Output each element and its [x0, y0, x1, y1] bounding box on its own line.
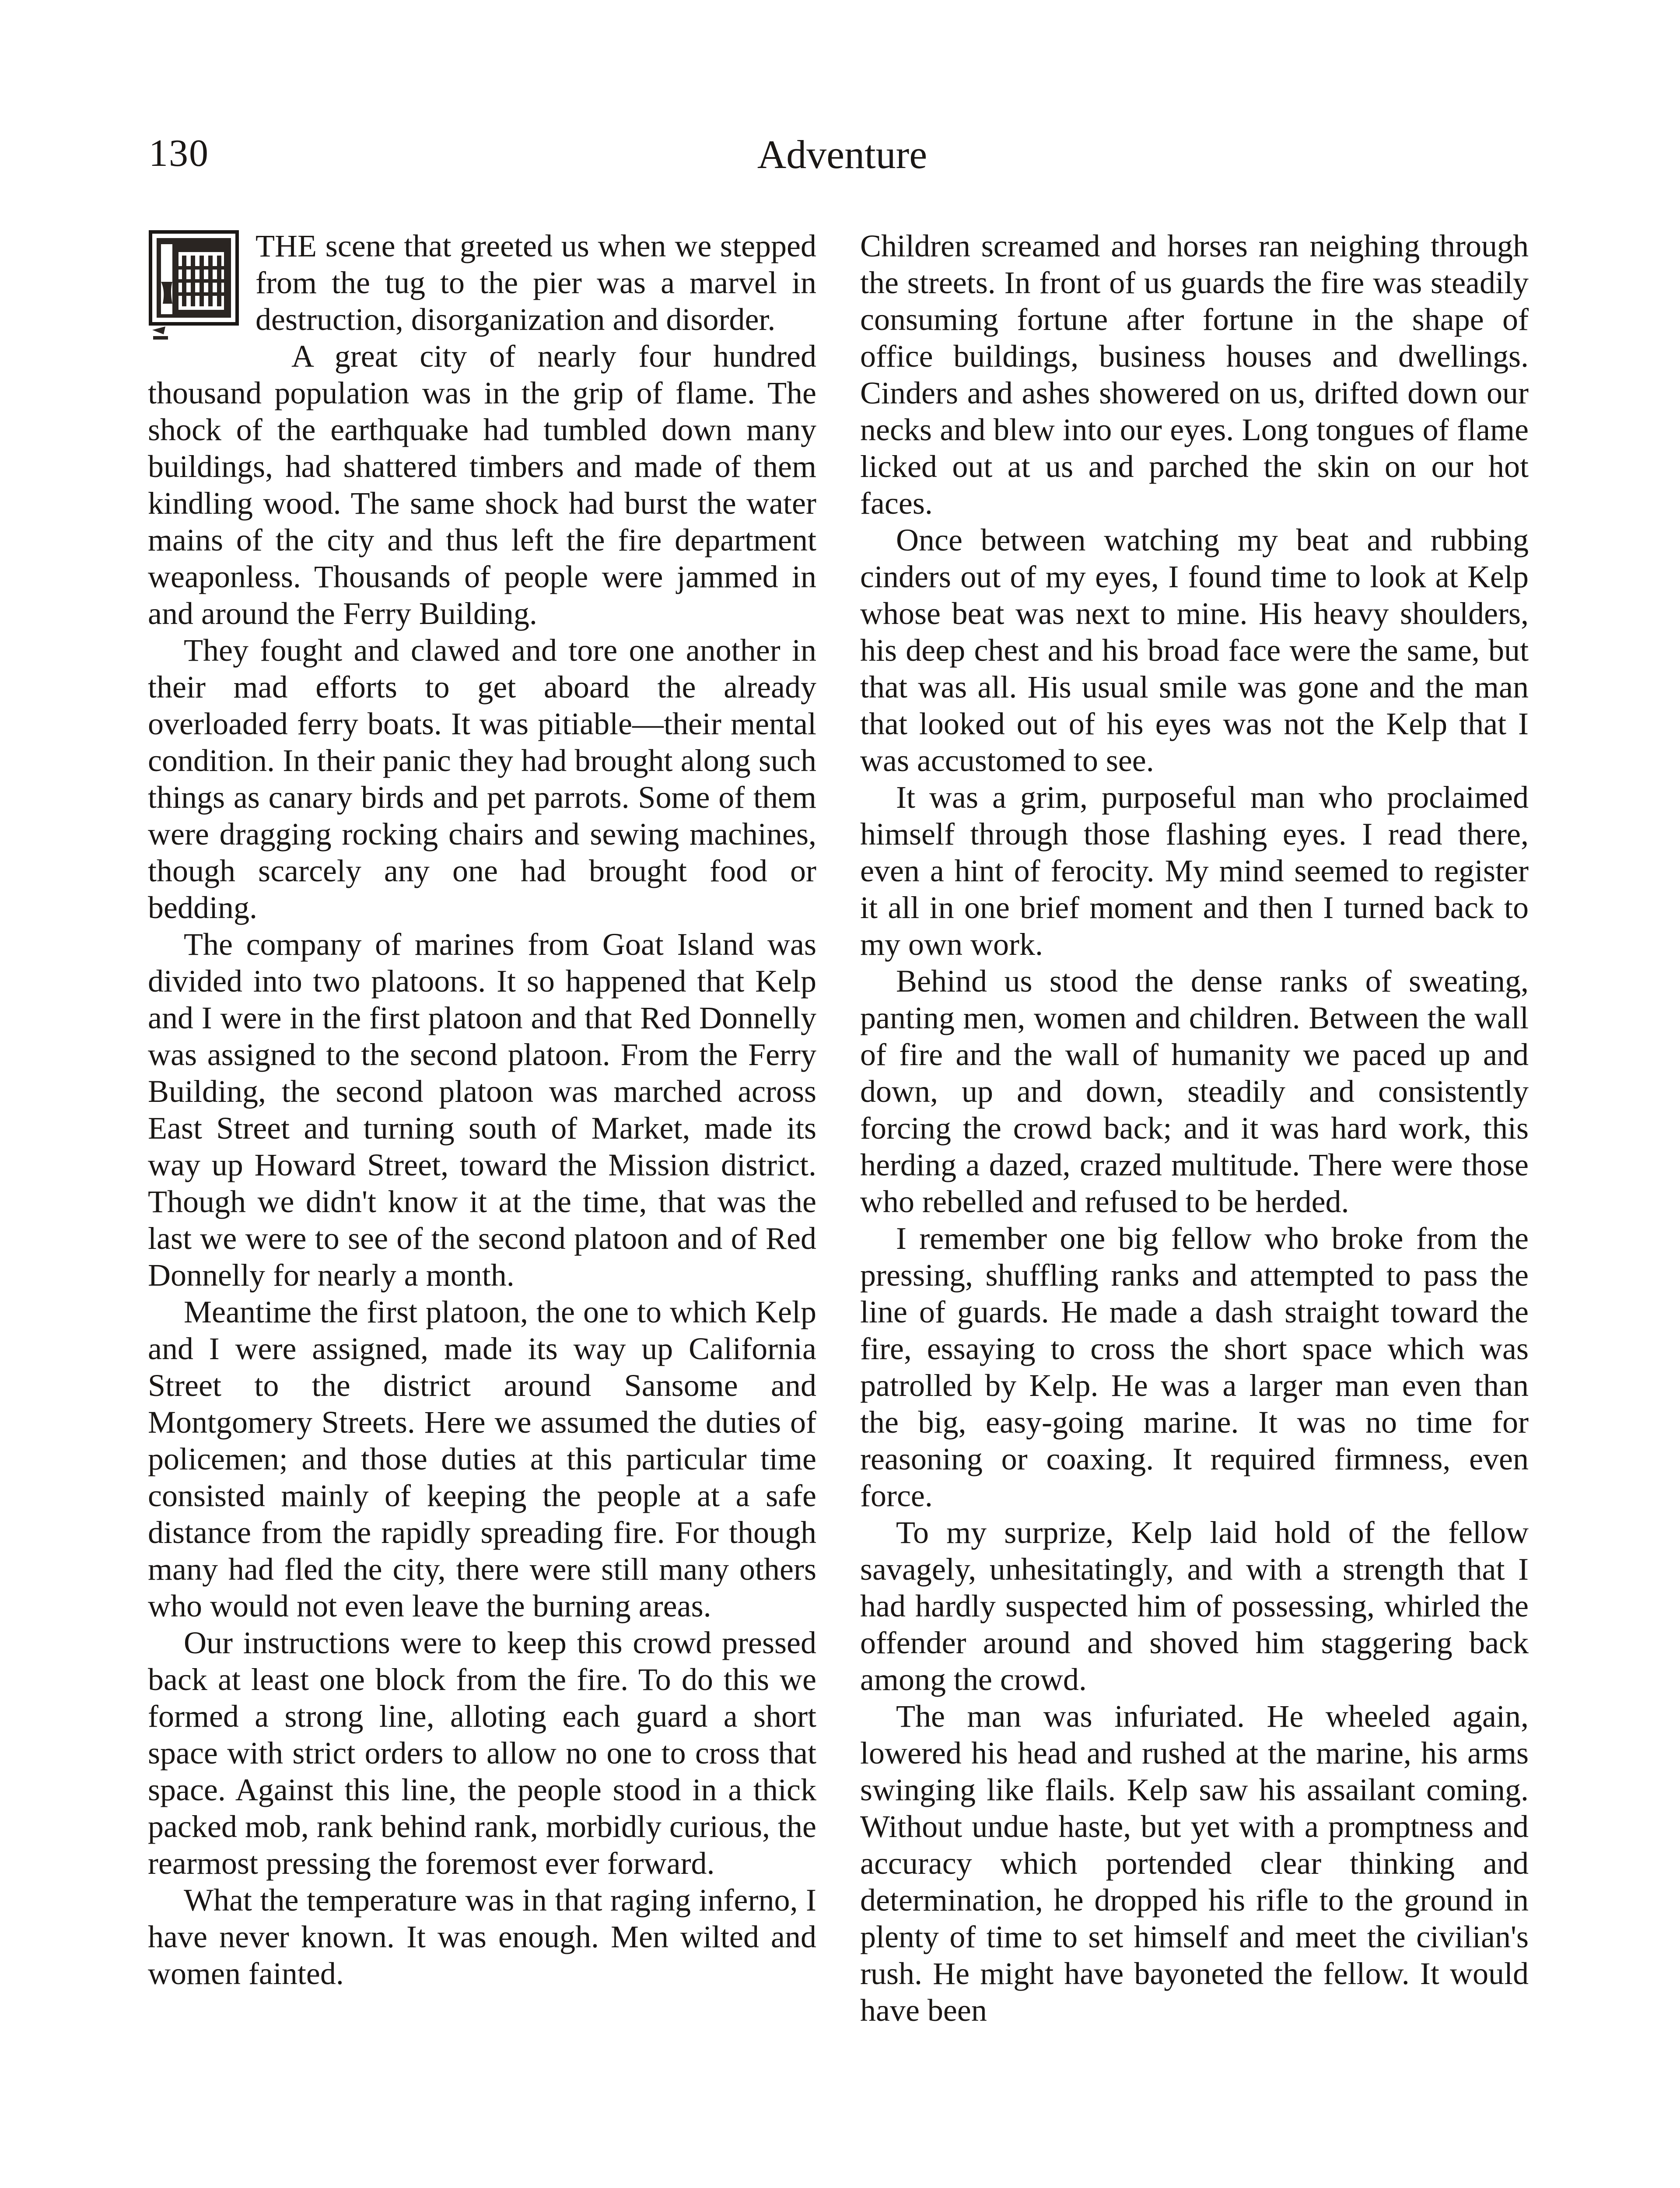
paragraph: The man was infuriated. He wheeled again, lowered his head and rushed at the marine, his arms swinging like flails. Kelp saw his assailant coming. Without undue haste, but yet with a promptness and accuracy which portended clear thinking and determination, he dropped his rifle to the ground in plenty of time to set himself and meet the civilian's rush. He might have bayoneted the fellow. It would have been — [860, 1699, 1529, 2028]
decorative-initial-icon — [148, 229, 240, 344]
paragraph: Once between watching my beat and rubbing cinders out of my eyes, I found time to look at Kelp whose beat was next to mine. His heavy shoulders, his deep chest and his broad face were the same, but that was all. His usual smile was gone and the man that looked out of his eyes was not the Kelp that I was accustomed to see. — [860, 522, 1529, 778]
paragraph: Children screamed and horses ran neighing through the streets. In front of us guards the fire was steadily consuming fortune after fortune in the shape of office buildings, business houses and dwellings. Cinders and ashes showered on us, drifted down our necks and blew into our eyes. Long tongues of flame licked out at us and parched the skin on our hot faces. — [860, 228, 1529, 521]
text-column-left — [148, 228, 816, 2188]
paragraph: I remember one big fellow who broke from the pressing, shuffling ranks and attempted to pass the line of guards. He made a dash straight toward the fire, essaying to cross the short space which was patrolled by Kelp. He was a larger man even than the big, easy-going marine. It was no time for reasoning or coaxing. It required firmness, even force. — [860, 1221, 1529, 1513]
page-header — [149, 131, 1536, 193]
running-title: Adventure — [757, 132, 928, 177]
page-number: 130 — [149, 132, 209, 175]
paragraph: Our instructions were to keep this crowd pressed back at least one block from the fire. To do this we formed a strong line, alloting each guard a short space with strict orders to allow no one to cross that space. Against this line, the people stood in a thick packed mob, rank behind rank, morbidly curious, the rearmost pressing the foremost ever forward. — [148, 1625, 816, 1881]
paragraph: A great city of nearly four hundred thousand population was in the grip of flame. The shock of the earthquake had tumbled down many buildings, had shattered timbers and made of them kindling wood. The same shock had burst the water mains of the city and thus left the fire department weaponless. Thousands of people were jammed in and around the Ferry Building. — [148, 339, 816, 631]
paragraph: Meantime the first platoon, the one to which Kelp and I were assigned, made its way up California Street to the district around Sansome and Montgomery Streets. Here we assumed the duties of policemen; and those duties at this particular time consisted mainly of keeping the people at a safe distance from the rapidly spreading fire. For though many had fled the city, there were still many others who would not even leave the burning areas. — [148, 1294, 816, 1623]
paragraph: The company of marines from Goat Island was divided into two platoons. It so happened that Kelp and I were in the first platoon and that Red Donnelly was assigned to the second platoon. From the Ferry Building, the second platoon was marched across East Street and turning south of Market, made its way up Howard Street, toward the Mission district. Though we didn't know it at the time, that was the last we were to see of the second platoon and of Red Donnelly for nearly a month. — [148, 927, 816, 1293]
paragraph: Behind us stood the dense ranks of sweating, panting men, women and children. Between the wall of fire and the wall of humanity we paced up and down, up and down, steadily and consistently forcing the crowd back; and it was hard work, this herding a dazed, crazed multitude. There were those who rebelled and refused to be herded. — [860, 964, 1529, 1219]
paragraph: It was a grim, purposeful man who proclaimed himself through those flashing eyes. I read there, even a hint of ferocity. My mind seemed to register it all in one brief moment and then I turned back to my own work. — [860, 780, 1529, 962]
paragraph: THE scene that greeted us when we stepped from the tug to the pier was a marvel in destruction, disorganization and disorder. — [256, 228, 816, 337]
text-column-right — [860, 228, 1529, 2188]
paragraph: What the temperature was in that raging inferno, I have never known. It was enough. Men wilted and women fainted. — [148, 1883, 816, 1991]
paragraph: They fought and clawed and tore one another in their mad efforts to get aboard the already overloaded ferry boats. It was pitiable—their mental condition. In their panic they had brought along such things as canary birds and pet parrots. Some of them were dragging rocking chairs and sewing machines, though scarcely any one had brought food or bedding. — [148, 633, 816, 925]
paragraph: To my surprize, Kelp laid hold of the fellow savagely, unhesitatingly, and with a strength that I had hardly suspected him of possessing, whirled the offender around and shoved him staggering back among the crowd. — [860, 1515, 1529, 1697]
